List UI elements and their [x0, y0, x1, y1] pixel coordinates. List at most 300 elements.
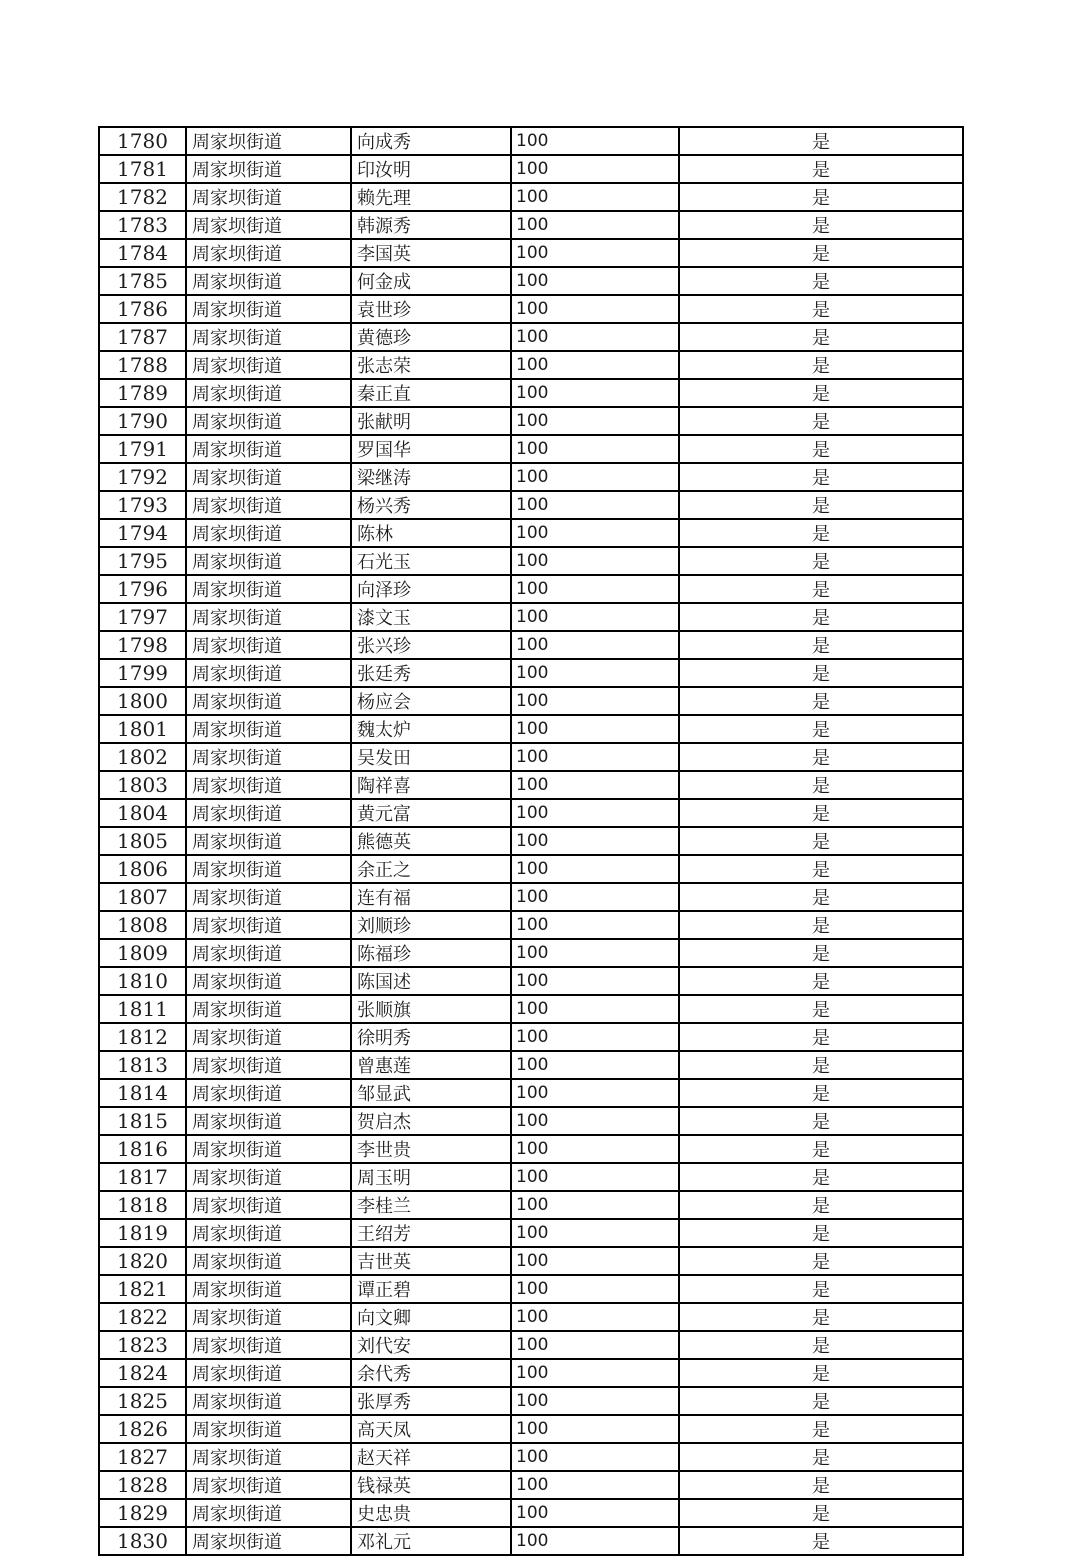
table-row	[99, 267, 963, 295]
cell-eligible: 是	[679, 351, 963, 379]
cell-eligible: 是	[679, 183, 963, 211]
cell-score: 100	[511, 1079, 679, 1107]
cell-score: 100	[511, 155, 679, 183]
table-row	[99, 743, 963, 771]
cell-street: 周家坝街道	[186, 407, 351, 435]
cell-eligible: 是	[679, 239, 963, 267]
cell-serial: 1804	[99, 799, 186, 827]
cell-eligible: 是	[679, 715, 963, 743]
cell-name: 吴发田	[351, 743, 511, 771]
cell-serial: 1825	[99, 1387, 186, 1415]
cell-street: 周家坝街道	[186, 1163, 351, 1191]
cell-score: 100	[511, 743, 679, 771]
table-row	[99, 575, 963, 603]
cell-eligible: 是	[679, 1303, 963, 1331]
roster-table	[98, 126, 964, 1556]
cell-street: 周家坝街道	[186, 883, 351, 911]
table-row	[99, 519, 963, 547]
cell-score: 100	[511, 1527, 679, 1555]
cell-score: 100	[511, 659, 679, 687]
cell-name: 周玉明	[351, 1163, 511, 1191]
table-row	[99, 1191, 963, 1219]
cell-name: 向文卿	[351, 1303, 511, 1331]
cell-serial: 1784	[99, 239, 186, 267]
table-row	[99, 211, 963, 239]
cell-score: 100	[511, 1387, 679, 1415]
cell-score: 100	[511, 1023, 679, 1051]
cell-score: 100	[511, 1163, 679, 1191]
cell-name: 连有福	[351, 883, 511, 911]
cell-serial: 1793	[99, 491, 186, 519]
cell-name: 李桂兰	[351, 1191, 511, 1219]
table-row	[99, 1303, 963, 1331]
cell-name: 李国英	[351, 239, 511, 267]
cell-score: 100	[511, 547, 679, 575]
cell-score: 100	[511, 491, 679, 519]
cell-eligible: 是	[679, 1359, 963, 1387]
cell-eligible: 是	[679, 1527, 963, 1555]
cell-serial: 1815	[99, 1107, 186, 1135]
cell-street: 周家坝街道	[186, 1275, 351, 1303]
table-row	[99, 323, 963, 351]
cell-eligible: 是	[679, 911, 963, 939]
cell-name: 向泽珍	[351, 575, 511, 603]
cell-score: 100	[511, 1275, 679, 1303]
cell-serial: 1829	[99, 1499, 186, 1527]
cell-eligible: 是	[679, 939, 963, 967]
cell-serial: 1802	[99, 743, 186, 771]
table-row	[99, 1359, 963, 1387]
cell-street: 周家坝街道	[186, 575, 351, 603]
cell-score: 100	[511, 1499, 679, 1527]
table-row	[99, 1387, 963, 1415]
cell-name: 何金成	[351, 267, 511, 295]
cell-name: 魏太炉	[351, 715, 511, 743]
cell-street: 周家坝街道	[186, 155, 351, 183]
cell-street: 周家坝街道	[186, 631, 351, 659]
cell-eligible: 是	[679, 687, 963, 715]
cell-score: 100	[511, 995, 679, 1023]
cell-eligible: 是	[679, 631, 963, 659]
table-row	[99, 1135, 963, 1163]
cell-street: 周家坝街道	[186, 1191, 351, 1219]
cell-street: 周家坝街道	[186, 1079, 351, 1107]
cell-eligible: 是	[679, 575, 963, 603]
table-row	[99, 1219, 963, 1247]
table-row	[99, 547, 963, 575]
cell-eligible: 是	[679, 155, 963, 183]
table-row	[99, 883, 963, 911]
cell-name: 陈国述	[351, 967, 511, 995]
cell-street: 周家坝街道	[186, 1527, 351, 1555]
cell-score: 100	[511, 127, 679, 155]
cell-eligible: 是	[679, 855, 963, 883]
roster-table-body	[99, 127, 963, 1555]
cell-serial: 1805	[99, 827, 186, 855]
cell-serial: 1782	[99, 183, 186, 211]
cell-name: 张顺旗	[351, 995, 511, 1023]
cell-name: 张兴珍	[351, 631, 511, 659]
cell-street: 周家坝街道	[186, 127, 351, 155]
cell-street: 周家坝街道	[186, 183, 351, 211]
cell-score: 100	[511, 1303, 679, 1331]
cell-street: 周家坝街道	[186, 295, 351, 323]
cell-serial: 1811	[99, 995, 186, 1023]
cell-serial: 1830	[99, 1527, 186, 1555]
cell-eligible: 是	[679, 1499, 963, 1527]
table-row	[99, 1499, 963, 1527]
cell-serial: 1803	[99, 771, 186, 799]
cell-eligible: 是	[679, 1387, 963, 1415]
table-row	[99, 155, 963, 183]
cell-serial: 1822	[99, 1303, 186, 1331]
cell-name: 刘代安	[351, 1331, 511, 1359]
cell-serial: 1791	[99, 435, 186, 463]
cell-name: 李世贵	[351, 1135, 511, 1163]
cell-name: 向成秀	[351, 127, 511, 155]
cell-eligible: 是	[679, 799, 963, 827]
cell-eligible: 是	[679, 1107, 963, 1135]
cell-street: 周家坝街道	[186, 603, 351, 631]
cell-name: 张献明	[351, 407, 511, 435]
cell-eligible: 是	[679, 1191, 963, 1219]
cell-eligible: 是	[679, 743, 963, 771]
table-row	[99, 827, 963, 855]
cell-score: 100	[511, 855, 679, 883]
table-row	[99, 771, 963, 799]
cell-serial: 1809	[99, 939, 186, 967]
table-row	[99, 911, 963, 939]
cell-street: 周家坝街道	[186, 1359, 351, 1387]
cell-name: 石光玉	[351, 547, 511, 575]
cell-name: 印汝明	[351, 155, 511, 183]
cell-serial: 1789	[99, 379, 186, 407]
cell-name: 吉世英	[351, 1247, 511, 1275]
cell-name: 张廷秀	[351, 659, 511, 687]
cell-street: 周家坝街道	[186, 827, 351, 855]
cell-street: 周家坝街道	[186, 1415, 351, 1443]
cell-eligible: 是	[679, 1331, 963, 1359]
cell-serial: 1799	[99, 659, 186, 687]
cell-serial: 1801	[99, 715, 186, 743]
cell-eligible: 是	[679, 1051, 963, 1079]
cell-name: 王绍芳	[351, 1219, 511, 1247]
cell-score: 100	[511, 1107, 679, 1135]
cell-street: 周家坝街道	[186, 547, 351, 575]
cell-serial: 1786	[99, 295, 186, 323]
cell-serial: 1781	[99, 155, 186, 183]
cell-street: 周家坝街道	[186, 911, 351, 939]
cell-score: 100	[511, 1471, 679, 1499]
cell-eligible: 是	[679, 295, 963, 323]
cell-score: 100	[511, 603, 679, 631]
cell-street: 周家坝街道	[186, 1051, 351, 1079]
cell-street: 周家坝街道	[186, 1135, 351, 1163]
cell-street: 周家坝街道	[186, 267, 351, 295]
cell-eligible: 是	[679, 463, 963, 491]
table-row	[99, 1415, 963, 1443]
cell-street: 周家坝街道	[186, 351, 351, 379]
cell-street: 周家坝街道	[186, 323, 351, 351]
cell-name: 谭正碧	[351, 1275, 511, 1303]
cell-serial: 1785	[99, 267, 186, 295]
cell-street: 周家坝街道	[186, 967, 351, 995]
cell-name: 史忠贵	[351, 1499, 511, 1527]
cell-eligible: 是	[679, 771, 963, 799]
cell-street: 周家坝街道	[186, 743, 351, 771]
cell-serial: 1817	[99, 1163, 186, 1191]
cell-street: 周家坝街道	[186, 799, 351, 827]
table-row	[99, 463, 963, 491]
cell-score: 100	[511, 575, 679, 603]
cell-eligible: 是	[679, 1471, 963, 1499]
cell-score: 100	[511, 295, 679, 323]
cell-eligible: 是	[679, 827, 963, 855]
cell-name: 张志荣	[351, 351, 511, 379]
cell-name: 贺启杰	[351, 1107, 511, 1135]
cell-name: 黄元富	[351, 799, 511, 827]
cell-serial: 1800	[99, 687, 186, 715]
cell-street: 周家坝街道	[186, 1471, 351, 1499]
cell-serial: 1796	[99, 575, 186, 603]
cell-serial: 1788	[99, 351, 186, 379]
cell-eligible: 是	[679, 323, 963, 351]
table-row	[99, 687, 963, 715]
cell-street: 周家坝街道	[186, 1387, 351, 1415]
cell-serial: 1813	[99, 1051, 186, 1079]
table-row	[99, 1275, 963, 1303]
cell-street: 周家坝街道	[186, 1303, 351, 1331]
cell-serial: 1797	[99, 603, 186, 631]
cell-name: 钱禄英	[351, 1471, 511, 1499]
table-row	[99, 435, 963, 463]
cell-name: 余代秀	[351, 1359, 511, 1387]
cell-street: 周家坝街道	[186, 463, 351, 491]
cell-score: 100	[511, 827, 679, 855]
cell-score: 100	[511, 211, 679, 239]
table-row	[99, 1163, 963, 1191]
table-row	[99, 1023, 963, 1051]
cell-serial: 1819	[99, 1219, 186, 1247]
table-row	[99, 351, 963, 379]
cell-name: 杨应会	[351, 687, 511, 715]
cell-eligible: 是	[679, 995, 963, 1023]
cell-score: 100	[511, 267, 679, 295]
cell-serial: 1827	[99, 1443, 186, 1471]
cell-score: 100	[511, 1219, 679, 1247]
cell-serial: 1780	[99, 127, 186, 155]
cell-street: 周家坝街道	[186, 995, 351, 1023]
cell-eligible: 是	[679, 659, 963, 687]
table-row	[99, 631, 963, 659]
cell-street: 周家坝街道	[186, 939, 351, 967]
cell-serial: 1783	[99, 211, 186, 239]
cell-score: 100	[511, 351, 679, 379]
cell-serial: 1795	[99, 547, 186, 575]
cell-name: 陶祥喜	[351, 771, 511, 799]
table-row	[99, 855, 963, 883]
cell-serial: 1787	[99, 323, 186, 351]
cell-name: 罗国华	[351, 435, 511, 463]
table-row	[99, 295, 963, 323]
cell-serial: 1807	[99, 883, 186, 911]
cell-eligible: 是	[679, 407, 963, 435]
table-row	[99, 1051, 963, 1079]
cell-eligible: 是	[679, 1023, 963, 1051]
cell-serial: 1823	[99, 1331, 186, 1359]
cell-eligible: 是	[679, 127, 963, 155]
cell-score: 100	[511, 799, 679, 827]
cell-name: 熊德英	[351, 827, 511, 855]
cell-street: 周家坝街道	[186, 1443, 351, 1471]
table-row	[99, 407, 963, 435]
cell-name: 梁继涛	[351, 463, 511, 491]
cell-name: 曾惠莲	[351, 1051, 511, 1079]
cell-eligible: 是	[679, 1135, 963, 1163]
cell-score: 100	[511, 911, 679, 939]
cell-street: 周家坝街道	[186, 687, 351, 715]
cell-serial: 1820	[99, 1247, 186, 1275]
cell-score: 100	[511, 519, 679, 547]
cell-eligible: 是	[679, 435, 963, 463]
cell-score: 100	[511, 1331, 679, 1359]
table-row	[99, 1443, 963, 1471]
cell-score: 100	[511, 1415, 679, 1443]
cell-street: 周家坝街道	[186, 1219, 351, 1247]
cell-name: 邓礼元	[351, 1527, 511, 1555]
table-row	[99, 1079, 963, 1107]
cell-eligible: 是	[679, 211, 963, 239]
cell-street: 周家坝街道	[186, 239, 351, 267]
table-row	[99, 715, 963, 743]
cell-street: 周家坝街道	[186, 1247, 351, 1275]
cell-name: 秦正直	[351, 379, 511, 407]
cell-street: 周家坝街道	[186, 435, 351, 463]
cell-name: 余正之	[351, 855, 511, 883]
cell-score: 100	[511, 183, 679, 211]
cell-eligible: 是	[679, 1415, 963, 1443]
cell-score: 100	[511, 435, 679, 463]
cell-serial: 1828	[99, 1471, 186, 1499]
cell-name: 陈福珍	[351, 939, 511, 967]
cell-name: 袁世珍	[351, 295, 511, 323]
cell-street: 周家坝街道	[186, 855, 351, 883]
cell-score: 100	[511, 687, 679, 715]
cell-eligible: 是	[679, 883, 963, 911]
cell-serial: 1798	[99, 631, 186, 659]
table-row	[99, 127, 963, 155]
cell-street: 周家坝街道	[186, 519, 351, 547]
cell-eligible: 是	[679, 267, 963, 295]
cell-score: 100	[511, 1443, 679, 1471]
cell-name: 杨兴秀	[351, 491, 511, 519]
cell-name: 漆文玉	[351, 603, 511, 631]
cell-score: 100	[511, 463, 679, 491]
cell-eligible: 是	[679, 1079, 963, 1107]
cell-serial: 1812	[99, 1023, 186, 1051]
table-row	[99, 995, 963, 1023]
table-row	[99, 1471, 963, 1499]
cell-name: 邹显武	[351, 1079, 511, 1107]
cell-name: 徐明秀	[351, 1023, 511, 1051]
cell-street: 周家坝街道	[186, 1023, 351, 1051]
cell-score: 100	[511, 883, 679, 911]
cell-score: 100	[511, 1247, 679, 1275]
cell-street: 周家坝街道	[186, 715, 351, 743]
cell-score: 100	[511, 715, 679, 743]
cell-serial: 1806	[99, 855, 186, 883]
cell-eligible: 是	[679, 1163, 963, 1191]
cell-eligible: 是	[679, 1275, 963, 1303]
cell-name: 韩源秀	[351, 211, 511, 239]
table-row	[99, 603, 963, 631]
cell-eligible: 是	[679, 1219, 963, 1247]
cell-serial: 1818	[99, 1191, 186, 1219]
cell-score: 100	[511, 939, 679, 967]
cell-eligible: 是	[679, 547, 963, 575]
table-row	[99, 799, 963, 827]
cell-serial: 1790	[99, 407, 186, 435]
cell-eligible: 是	[679, 519, 963, 547]
table-row	[99, 659, 963, 687]
cell-score: 100	[511, 1051, 679, 1079]
cell-name: 黄德珍	[351, 323, 511, 351]
cell-street: 周家坝街道	[186, 1331, 351, 1359]
cell-street: 周家坝街道	[186, 491, 351, 519]
table-row	[99, 1247, 963, 1275]
cell-score: 100	[511, 379, 679, 407]
table-row	[99, 967, 963, 995]
table-row	[99, 379, 963, 407]
cell-street: 周家坝街道	[186, 211, 351, 239]
cell-eligible: 是	[679, 379, 963, 407]
cell-serial: 1792	[99, 463, 186, 491]
cell-serial: 1794	[99, 519, 186, 547]
cell-street: 周家坝街道	[186, 1107, 351, 1135]
cell-street: 周家坝街道	[186, 1499, 351, 1527]
table-row	[99, 183, 963, 211]
cell-eligible: 是	[679, 603, 963, 631]
cell-score: 100	[511, 771, 679, 799]
table-row	[99, 1107, 963, 1135]
cell-score: 100	[511, 1359, 679, 1387]
cell-score: 100	[511, 323, 679, 351]
cell-serial: 1826	[99, 1415, 186, 1443]
cell-score: 100	[511, 631, 679, 659]
cell-score: 100	[511, 239, 679, 267]
cell-name: 赵天祥	[351, 1443, 511, 1471]
cell-serial: 1808	[99, 911, 186, 939]
cell-name: 赖先理	[351, 183, 511, 211]
cell-score: 100	[511, 1191, 679, 1219]
cell-score: 100	[511, 407, 679, 435]
cell-score: 100	[511, 967, 679, 995]
cell-name: 高天凤	[351, 1415, 511, 1443]
cell-score: 100	[511, 1135, 679, 1163]
cell-eligible: 是	[679, 1247, 963, 1275]
cell-name: 刘顺珍	[351, 911, 511, 939]
cell-serial: 1816	[99, 1135, 186, 1163]
cell-street: 周家坝街道	[186, 771, 351, 799]
cell-serial: 1814	[99, 1079, 186, 1107]
cell-name: 张厚秀	[351, 1387, 511, 1415]
table-row	[99, 1527, 963, 1555]
cell-serial: 1810	[99, 967, 186, 995]
table-row	[99, 239, 963, 267]
table-row	[99, 939, 963, 967]
table-row	[99, 491, 963, 519]
cell-eligible: 是	[679, 491, 963, 519]
